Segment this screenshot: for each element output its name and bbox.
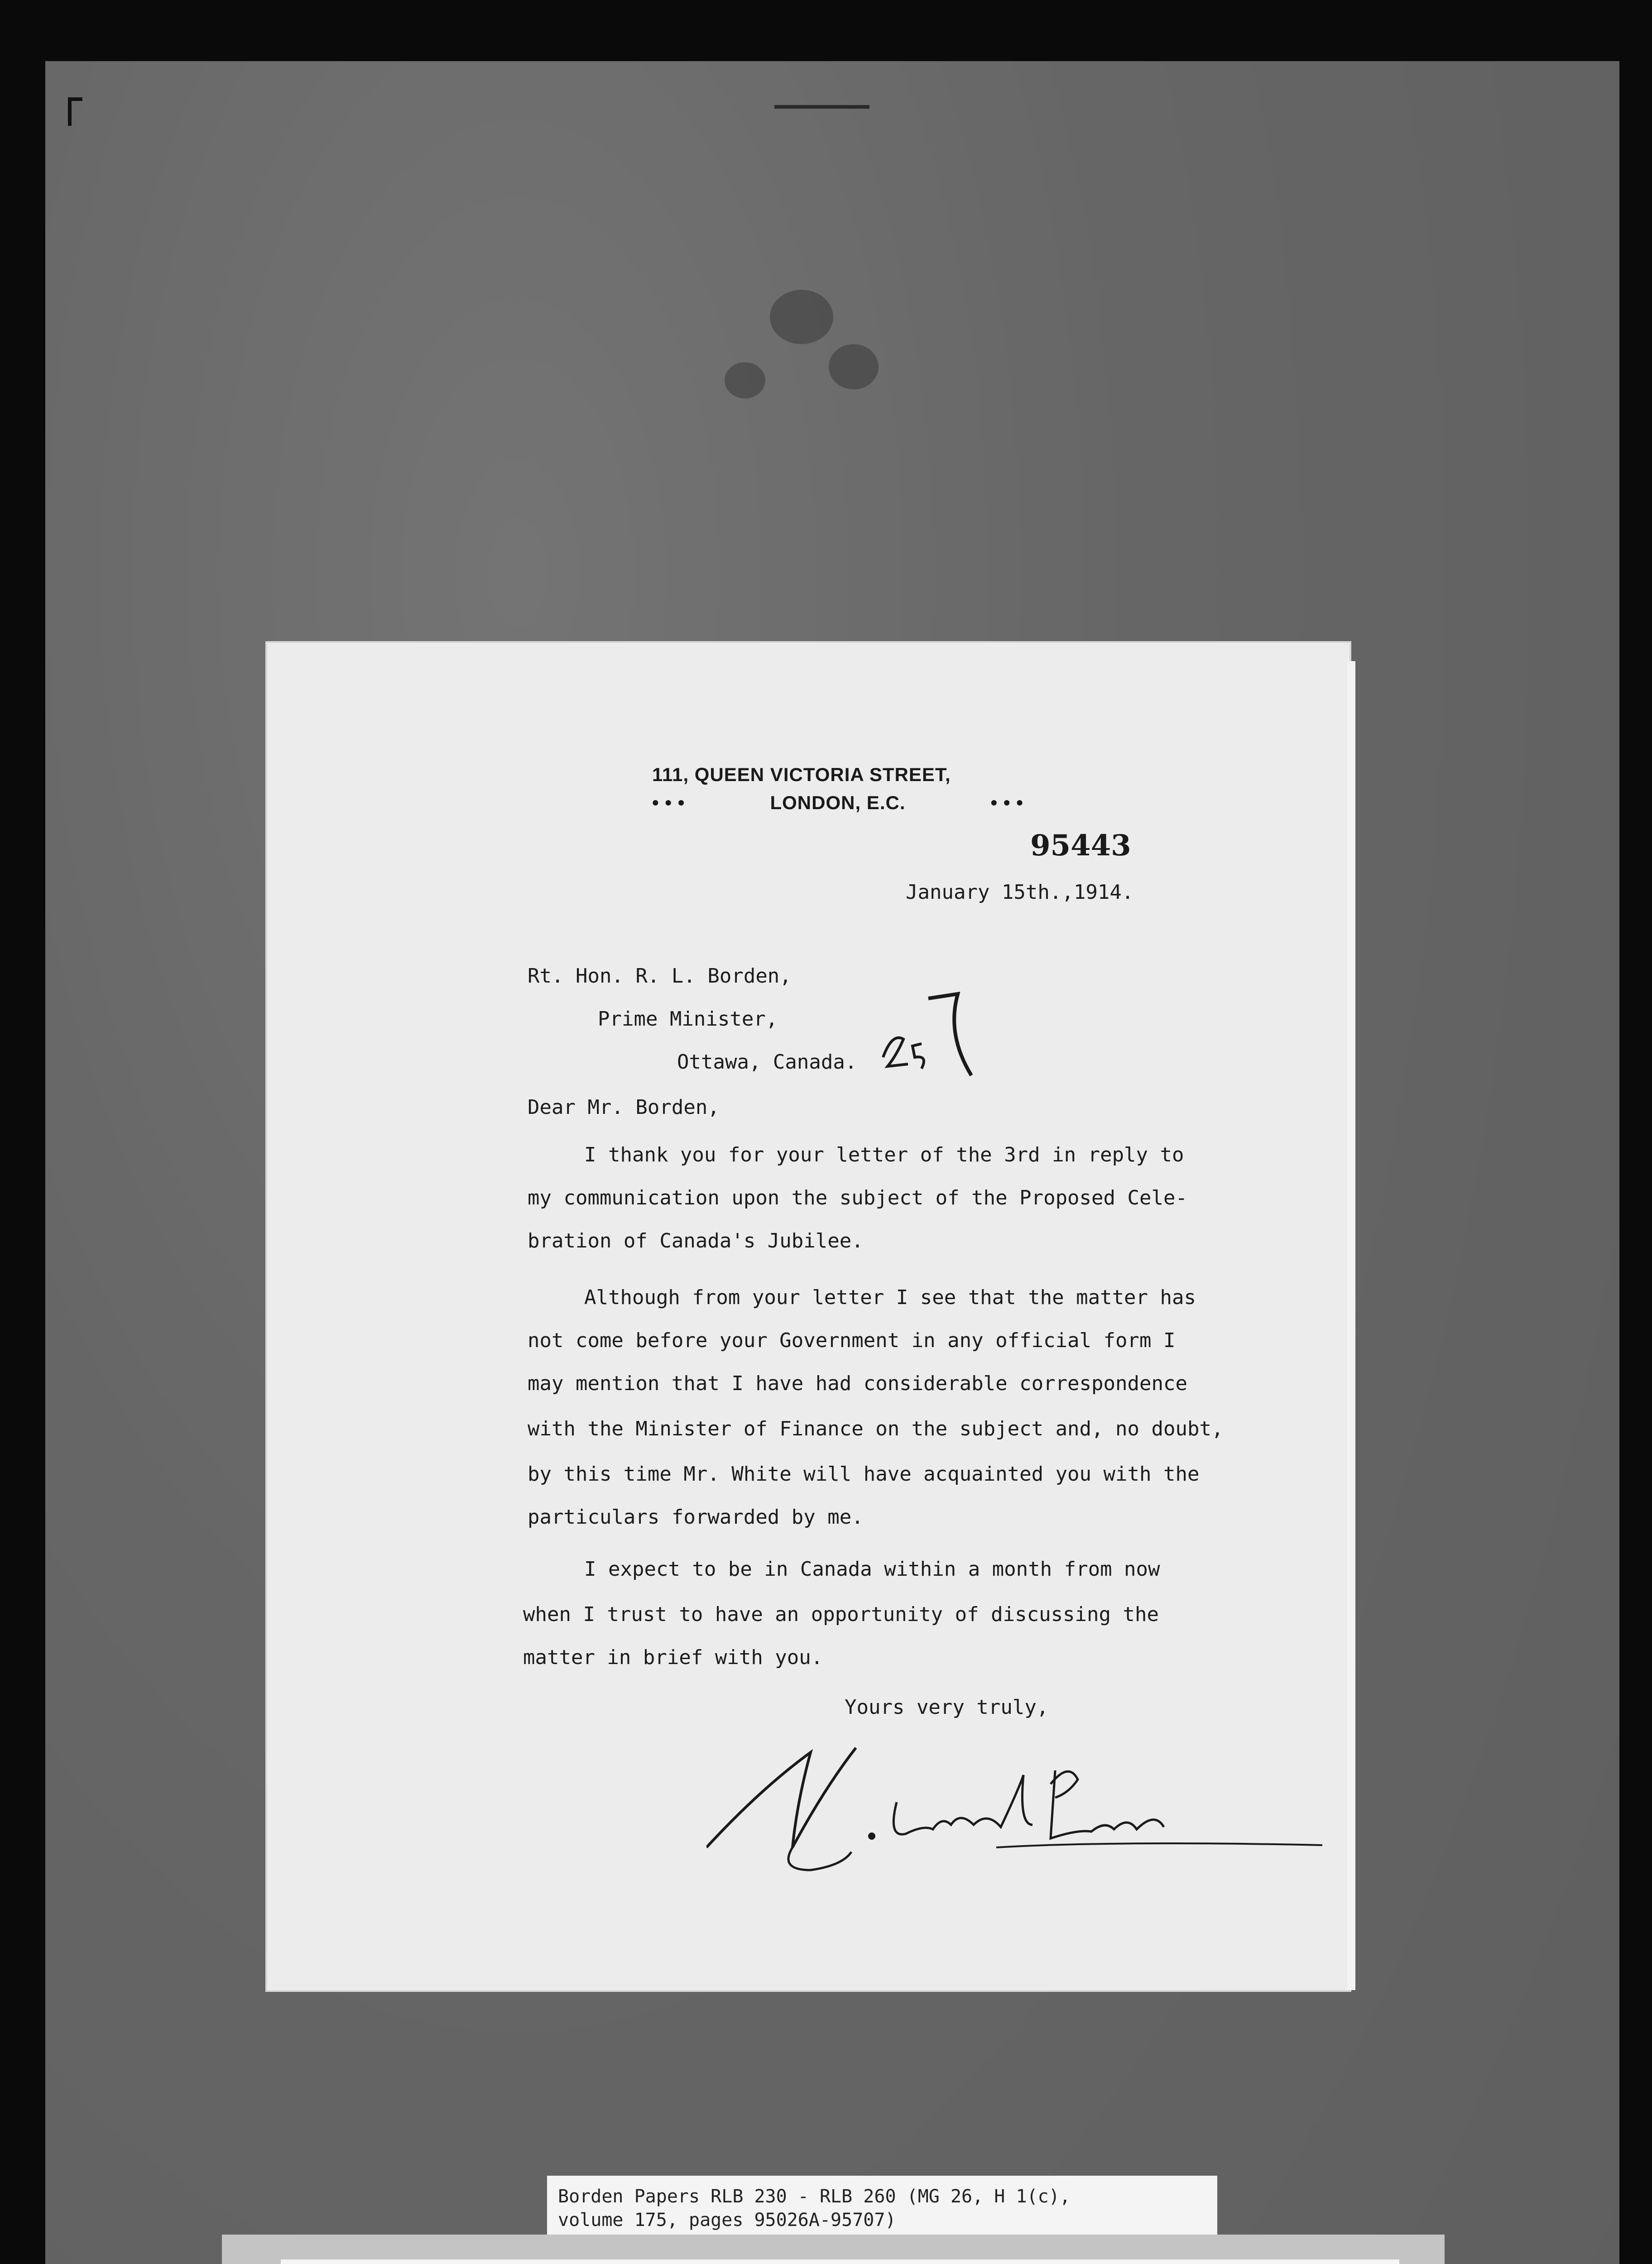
- letterhead-city: LONDON, E.C.: [770, 792, 906, 813]
- pencil-annotation: [879, 989, 987, 1084]
- letterhead: [652, 761, 1023, 817]
- document-number-stamp: 95443: [1030, 829, 1131, 863]
- letterhead-street: 111, QUEEN VICTORIA STREET,: [652, 764, 951, 785]
- address-line-3: Ottawa, Canada.: [677, 1050, 857, 1074]
- letter-date: January 15th.,1914.: [906, 881, 1134, 904]
- body-line: Although from your letter I see that the matter has: [584, 1286, 1196, 1309]
- catalogue-caption: [547, 2176, 1217, 2244]
- address-line-1: Rt. Hon. R. L. Borden,: [528, 964, 792, 988]
- handwritten-signature: [706, 1734, 1322, 1884]
- body-line: bration of Canada's Jubilee.: [528, 1229, 864, 1252]
- film-corner-mark: [68, 97, 82, 126]
- body-line: my communication upon the subject of the Proposed Cele-: [528, 1186, 1187, 1209]
- body-line: may mention that I have had considerable correspondence: [528, 1372, 1187, 1395]
- body-line: matter in brief with you.: [523, 1646, 823, 1669]
- caption-line-1: Borden Papers RLB 230 - RLB 260 (MG 26, H 1(c),: [558, 2186, 1071, 2207]
- body-line: particulars forwarded by me.: [528, 1506, 864, 1529]
- address-line-2: Prime Minister,: [598, 1007, 778, 1031]
- body-line: when I trust to have an opportunity of discussing the: [523, 1603, 1159, 1626]
- archives-label-card: [281, 2259, 1399, 2264]
- caption-line-2: volume 175, pages 95026A-95707): [558, 2210, 896, 2230]
- salutation: Dear Mr. Borden,: [528, 1096, 720, 1119]
- mount-stain: [770, 290, 833, 344]
- body-line: I thank you for your letter of the 3rd in reply to: [584, 1143, 1184, 1166]
- body-line: I expect to be in Canada within a month from now: [584, 1558, 1160, 1581]
- mount-stain: [725, 362, 765, 398]
- letterhead-dots-left: • • •: [652, 792, 685, 813]
- letter-page-edge: [1347, 661, 1355, 1990]
- film-top-tick: [774, 105, 869, 109]
- body-line: not come before your Government in any official form I: [528, 1329, 1176, 1352]
- body-line: by this time Mr. White will have acquainted you with the: [528, 1463, 1200, 1486]
- letterhead-dots-right: • • •: [990, 792, 1023, 813]
- mount-stain: [829, 344, 879, 389]
- letterhead-city-row: [652, 789, 1023, 817]
- closing: Yours very truly,: [845, 1696, 1049, 1719]
- body-line: with the Minister of Finance on the subject and, no doubt,: [528, 1417, 1224, 1440]
